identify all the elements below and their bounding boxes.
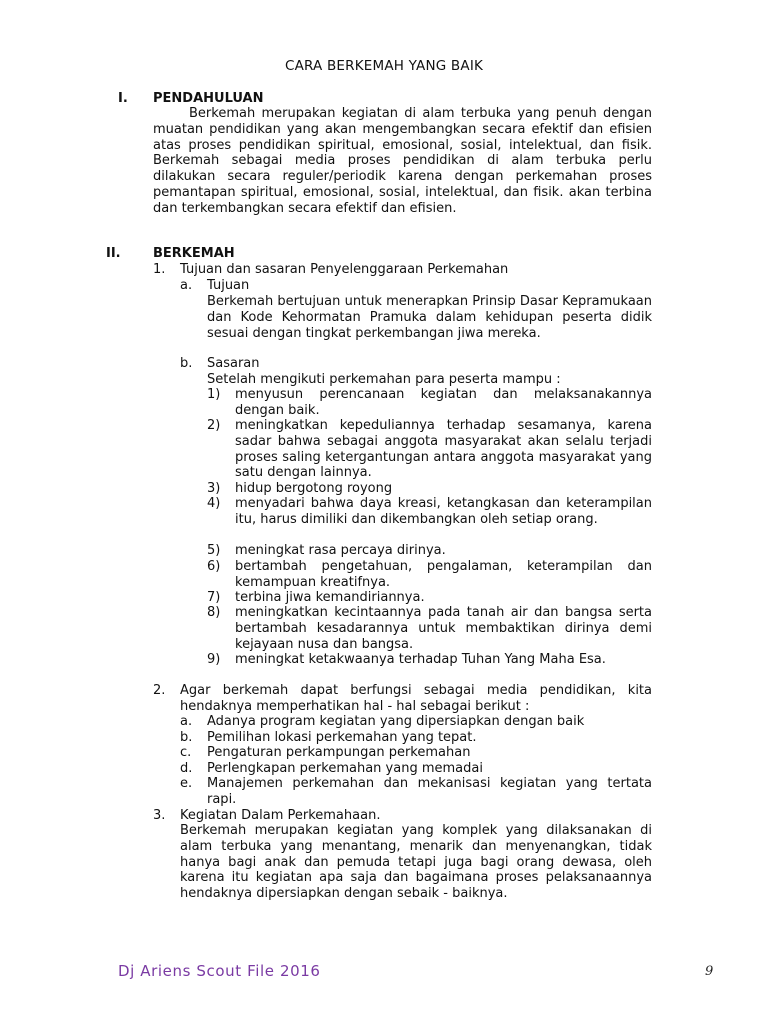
point-number: 4) [207,496,221,511]
list-item-text: Perlengkapan perkemahan yang memadai [207,761,483,776]
item-1-text: Tujuan dan sasaran Penyelenggaraan Perkemahan [180,262,509,277]
list-item-text: Manajemen perkemahan dan mekanisasi kegiatan yang tertata rapi. [207,776,652,807]
point-text: hidup bergotong royong [235,481,393,496]
section-2-title: BERKEMAH [153,246,235,261]
section-2-number: II. [106,246,121,261]
list-item-text: Pengaturan perkampungan perkemahan [207,745,471,760]
list-item-number: a. [180,714,193,729]
item-1b-intro: Setelah mengikuti perkemahan para peserta mampu : [207,372,561,387]
page-number: 9 [705,964,714,979]
item-3-number: 3. [153,808,166,823]
point-text: bertambah pengetahuan, pengalaman, keterampilan dan kemampuan kreatifnya. [235,559,652,590]
list-item-text: Adanya program kegiatan yang dipersiapkan dengan baik [207,714,585,729]
item-1a-label: Tujuan [207,278,250,293]
point-text: menyusun perencanaan kegiatan dan melaksanakannya dengan baik. [235,387,652,418]
footer-credit: Dj Ariens Scout File 2016 [118,962,321,980]
point-number: 7) [207,590,221,605]
section-1-paragraph: Berkemah merupakan kegiatan di alam terbuka yang penuh dengan muatan pendidikan yang akan mengembangkan secara efektif dan efisien atas proses pendidikan spiritual, emosional, sosial, intelektual, dan fisik. Berkemah sebagai media proses pendidikan di alam terbuka perlu dilakukan secara reguler/periodik karena dengan perkemahan proses pemantapan spiritual, emosional, sosial, intelektual, dan fisik. akan terbina dan terkembangkan secara efektif dan efisien. [153,106,652,216]
point-text: meningkat rasa percaya dirinya. [235,543,446,558]
point-number: 1) [207,387,221,402]
list-item-number: e. [180,776,193,791]
list-item-number: c. [180,745,192,760]
point-number: 6) [207,559,221,574]
list-item-number: d. [180,761,193,776]
item-2-number: 2. [153,683,166,698]
item-1-number: 1. [153,262,166,277]
point-text: terbina jiwa kemandiriannya. [235,590,425,605]
point-number: 8) [207,605,221,620]
page-title: CARA BERKEMAH YANG BAIK [284,58,484,74]
item-3-text: Berkemah merupakan kegiatan yang komplek yang dilaksanakan di alam terbuka yang menantang, menarik dan menyenangkan, tidak hanya bagi anak dan pemuda tetapi juga bagi orang dewasa, oleh karena itu kegiatan apa saja dan bagaimana proses pelaksanaannya hendaknya dipersiapkan dengan sebaik - baiknya. [180,823,652,902]
point-text: menyadari bahwa daya kreasi, ketangkasan dan keterampilan itu, harus dimiliki dan dikembangkan oleh setiap orang. [235,496,652,527]
section-1-number: I. [118,91,128,106]
item-2-text: Agar berkemah dapat berfungsi sebagai media pendidikan, kita hendaknya memperhatikan hal - hal sebagai berikut : [180,683,652,714]
section-1-title: PENDAHULUAN [153,91,264,106]
point-number: 2) [207,418,221,433]
list-item-number: b. [180,730,193,745]
point-text: meningkatkan kecintaannya pada tanah air dan bangsa serta bertambah kesadarannya untuk membaktikan dirinya demi kejayaan nusa dan bangsa. [235,605,652,652]
item-1a-text: Berkemah bertujuan untuk menerapkan Prinsip Dasar Kepramukaan dan Kode Kehormatan Pramuka dalam kehidupan peserta didik sesuai dengan tingkat perkembangan jiwa mereka. [207,294,652,341]
point-number: 5) [207,543,221,558]
item-1a-number: a. [180,278,193,293]
point-text: meningkat ketakwaanya terhadap Tuhan Yang Maha Esa. [235,652,606,667]
point-text: meningkatkan kepeduliannya terhadap sesamanya, karena sadar bahwa sebagai anggota masyarakat akan selalu terjadi proses saling ketergantungan antara anggota masyarakat yang satu dengan lainnya. [235,418,652,481]
point-number: 3) [207,481,221,496]
point-number: 9) [207,652,221,667]
list-item-text: Pemilihan lokasi perkemahan yang tepat. [207,730,477,745]
item-1b-label: Sasaran [207,356,260,371]
item-3-label: Kegiatan Dalam Perkemahaan. [180,808,381,823]
item-1b-number: b. [180,356,193,371]
